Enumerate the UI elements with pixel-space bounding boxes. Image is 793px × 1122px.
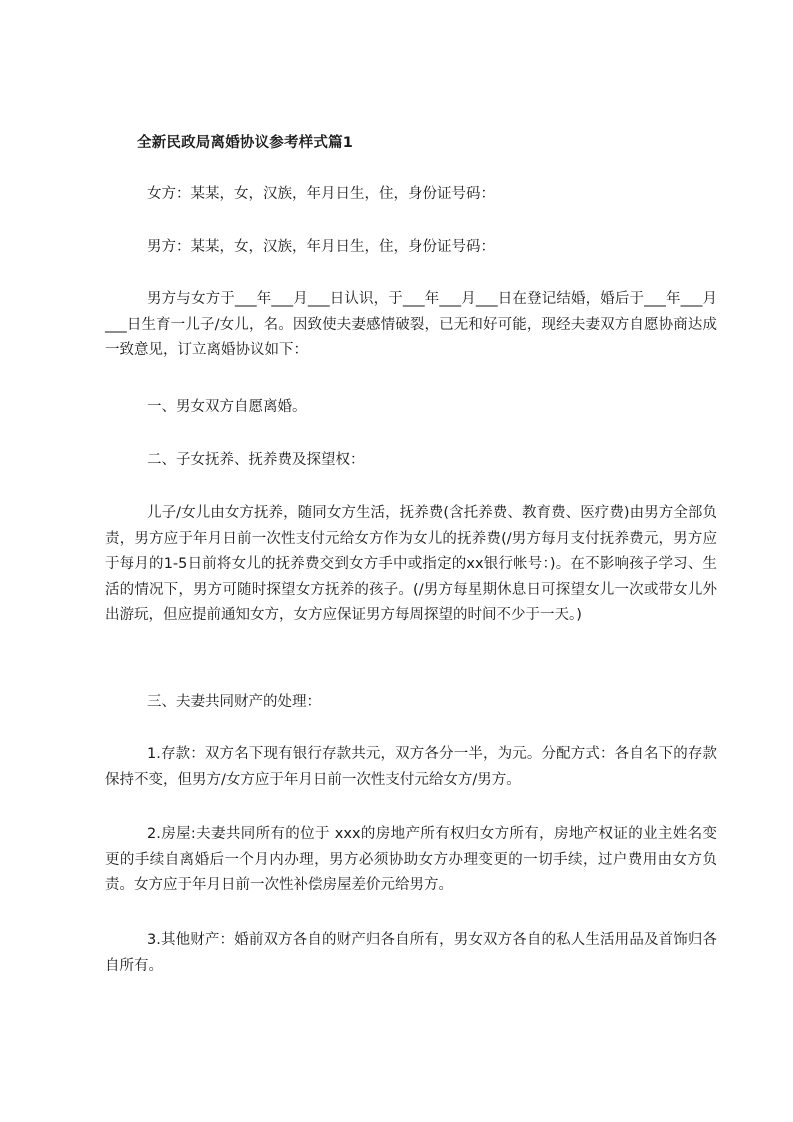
paragraph-marriage-history: 男方与女方于___年___月___日认识，于___年___月___日在登记结婚，婚后于___年___月___日生育一儿子/女儿，名。因致使夫妻感情破裂，已无和好可能，现经夫妻双方自愿协商达成一致意见，订立离婚协议如下：	[105, 291, 717, 358]
paragraph-house: 2.房屋:夫妻共同所有的位于 xxx的房地产所有权归女方所有，房地产权证的业主姓名变更的手续自离婚后一个月内办理，男方必须协助女方办理变更的一切手续，过户费用由女方负责。女方应于年月日前一次性补偿房屋差价元给男方。	[105, 826, 717, 893]
paragraph-other-property: 3.其他财产：婚前双方各自的财产归各自所有，男女双方各自的私人生活用品及首饰归各自所有。	[105, 932, 717, 974]
document-title: 全新民政局离婚协议参考样式篇1	[137, 135, 354, 151]
paragraph-child-custody: 儿子/女儿由女方抚养，随同女方生活，抚养费(含托养费、教育费、医疗费)由男方全部负责，男方应于年月日前一次性支付元给女方作为女儿的抚养费(/男方每月支付抚养费元，男方应于每月的1-5日前将女儿的抚养费交到女方手中或指定的xx银行帐号：)。在不影响孩子学习、生活的情况下，男方可随时探望女方抚养的孩子。(/男方每星期休息日可探望女儿一次或带女儿外出游玩，但应提前通知女方，女方应保证男方每周探望的时间不少于一天。)	[105, 505, 717, 623]
clause-3-heading: 三、夫妻共同财产的处理：	[147, 694, 322, 710]
clause-1-divorce: 一、男女双方自愿离婚。	[147, 399, 307, 415]
paragraph-deposits: 1.存款：双方名下现有银行存款共元，双方各分一半，为元。分配方式：各自名下的存款保持不变，但男方/女方应于年月日前一次性支付元给女方/男方。	[105, 746, 717, 788]
clause-2-heading: 二、子女抚养、抚养费及探望权：	[147, 452, 365, 468]
paragraph-wife-info: 女方：某某，女，汉族，年月日生，住，身份证号码：	[147, 186, 496, 202]
paragraph-husband-info: 男方：某某，女，汉族，年月日生，住，身份证号码：	[147, 239, 496, 255]
